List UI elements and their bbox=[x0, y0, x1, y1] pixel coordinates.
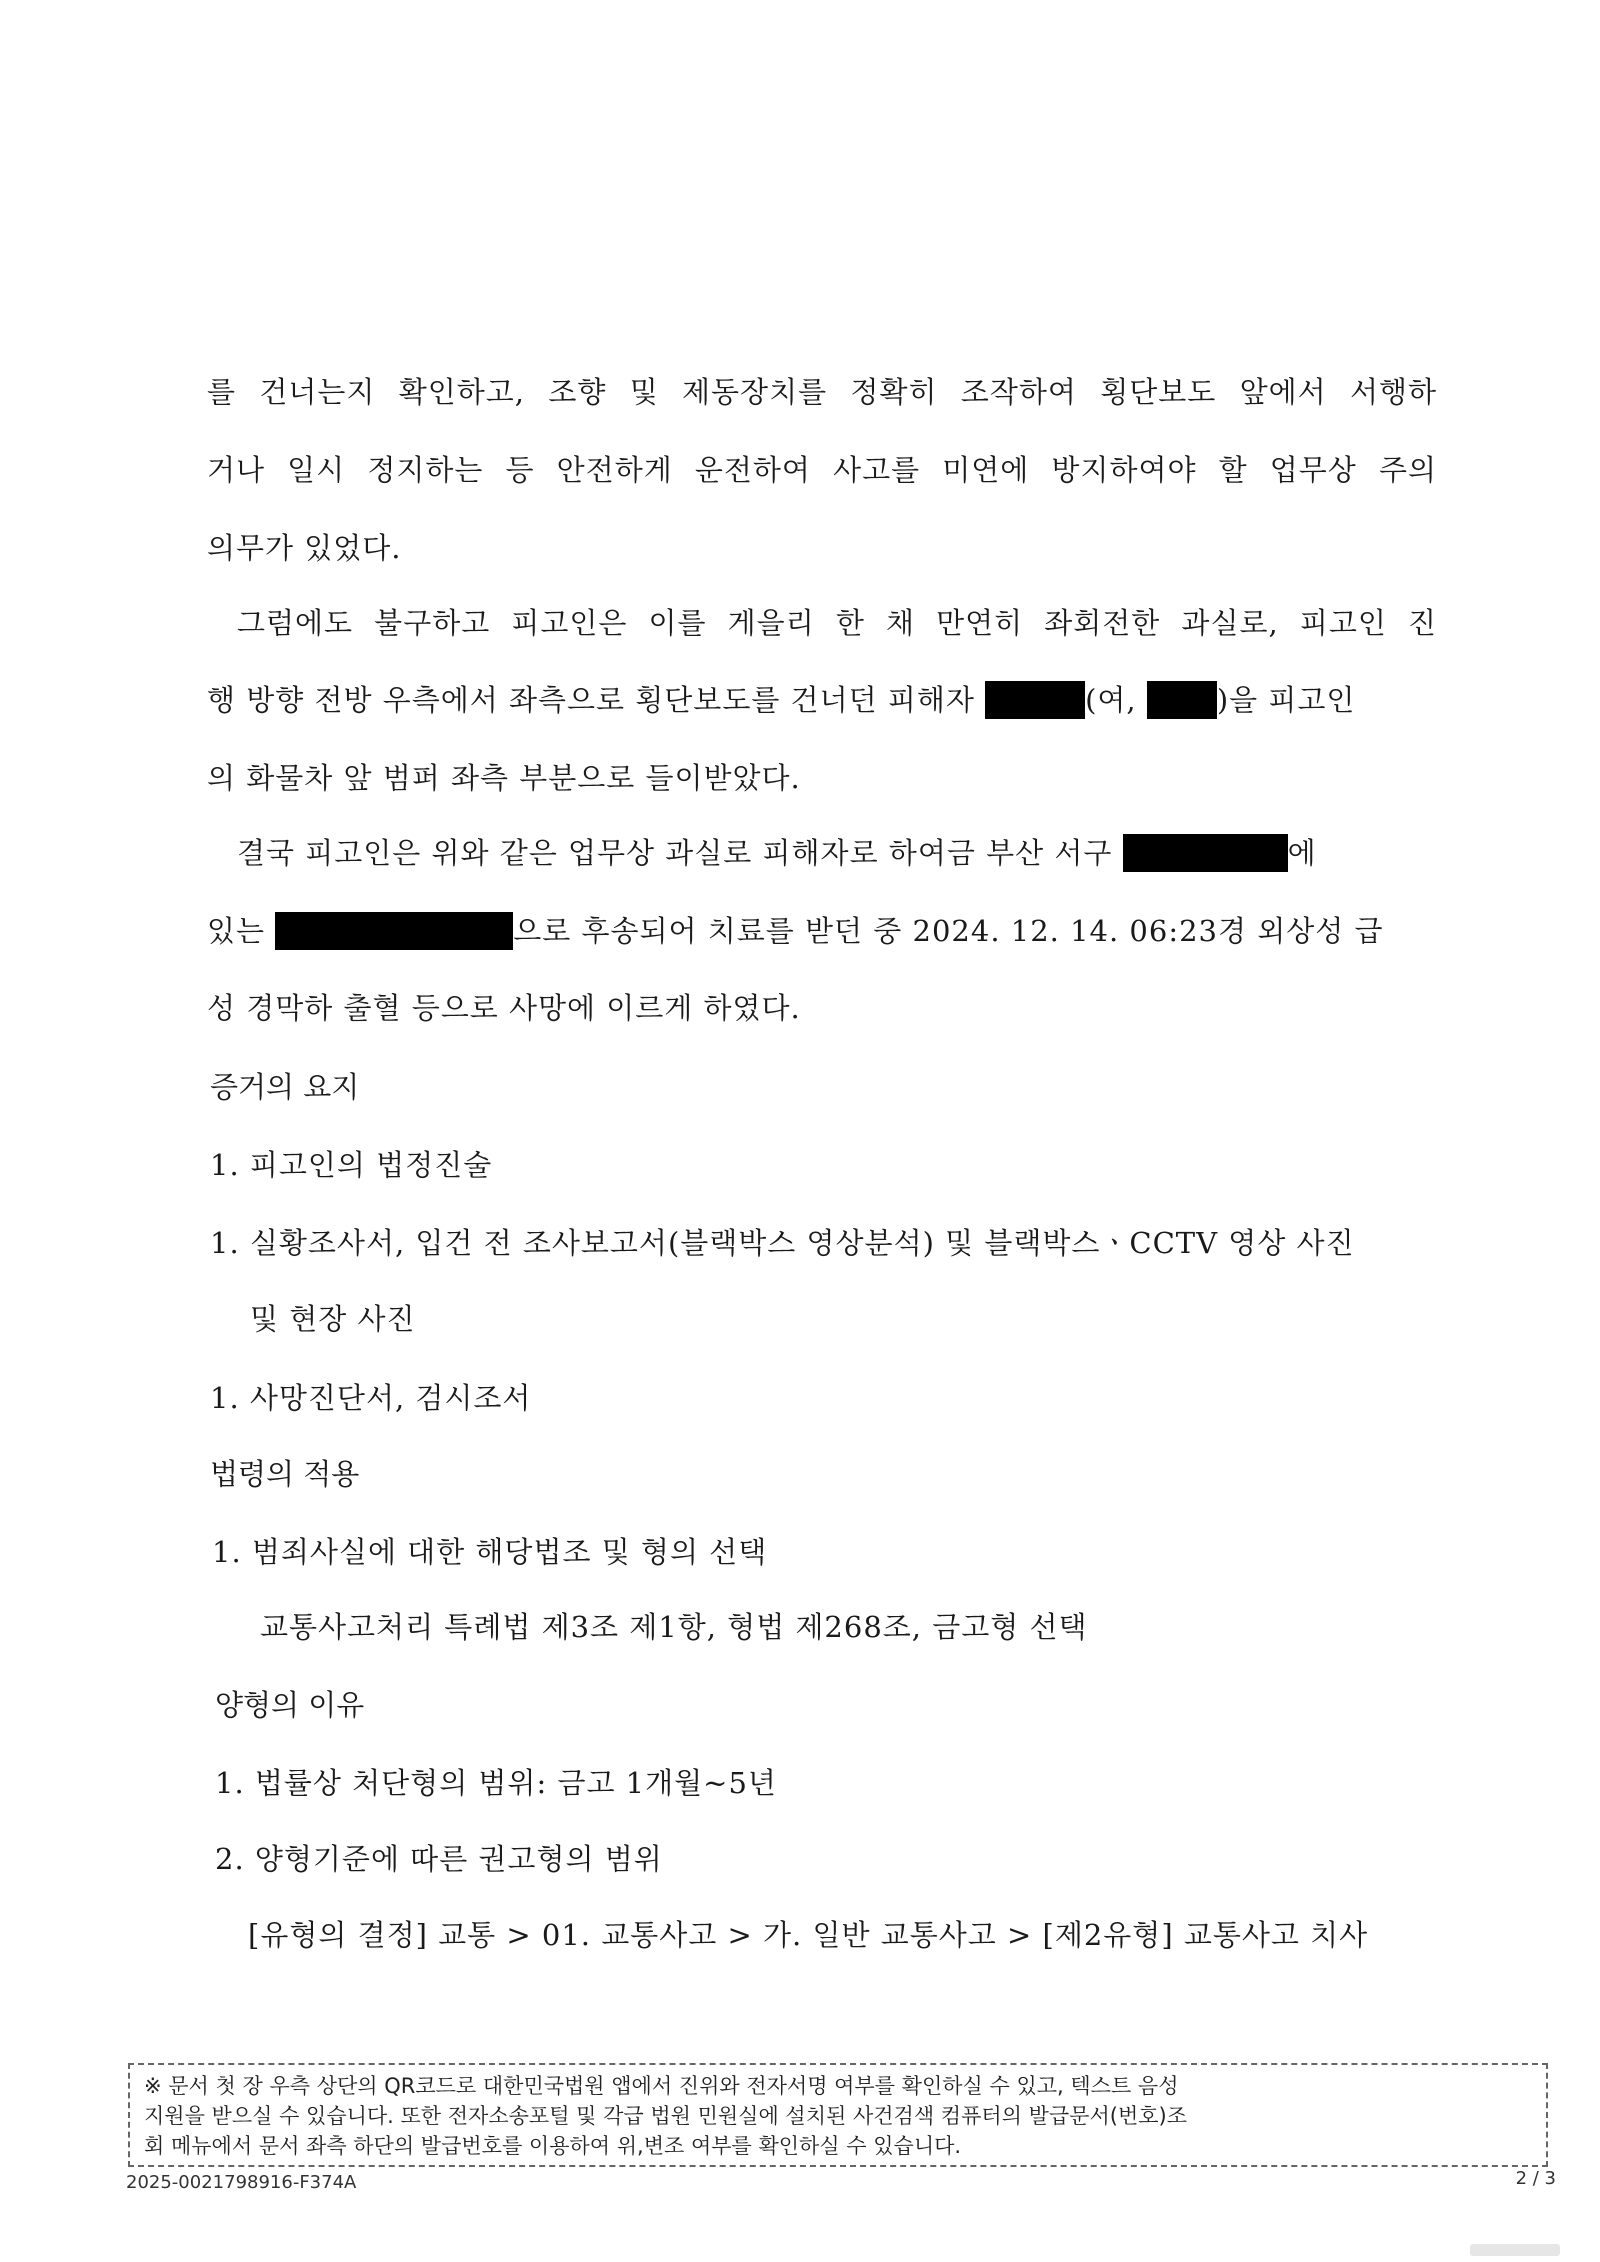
page-number: 2 / 3 bbox=[1515, 2168, 1556, 2189]
body-text: 에 bbox=[1287, 836, 1317, 870]
body-text: (여, bbox=[1085, 683, 1147, 717]
law-item: 1. 범죄사실에 대한 해당법조 및 형의 선택 bbox=[212, 1535, 768, 1569]
redaction-block bbox=[985, 681, 1085, 719]
body-line: 의무가 있었다. bbox=[207, 531, 402, 565]
redaction-block bbox=[275, 912, 513, 950]
body-line: 그럼에도 불구하고 피고인은 이를 게을리 한 채 만연히 좌회전한 과실로, 피고인 진 bbox=[237, 606, 1437, 640]
body-line-with-redaction bbox=[207, 911, 1437, 951]
body-text: 으로 후송되어 치료를 받던 중 2024. 12. 14. 06:23경 외상성 급 bbox=[513, 914, 1384, 948]
evidence-item: 1. 사망진단서, 검시조서 bbox=[210, 1381, 532, 1415]
law-detail: 교통사고처리 특례법 제3조 제1항, 형법 제268조, 금고형 선택 bbox=[260, 1610, 1088, 1644]
redaction-block bbox=[1147, 681, 1217, 719]
section-heading-evidence: 증거의 요지 bbox=[210, 1070, 360, 1104]
evidence-item: 1. 피고인의 법정진술 bbox=[210, 1148, 493, 1182]
body-text: 결국 피고인은 위와 같은 업무상 과실로 피해자로 하여금 부산 서구 bbox=[237, 836, 1123, 870]
sentencing-type-line: [유형의 결정] 교통 > 01. 교통사고 > 가. 일반 교통사고 > [제2유형] 교통사고 치사 bbox=[248, 1918, 1369, 1952]
verification-notice bbox=[128, 2063, 1548, 2167]
body-line: 거나 일시 정지하는 등 안전하게 운전하여 사고를 미연에 방지하여야 할 업무상 주의 bbox=[207, 453, 1437, 487]
notice-line: 회 메뉴에서 문서 좌측 하단의 발급번호를 이용하여 위,변조 여부를 확인하실 수 있습니다. bbox=[144, 2134, 962, 2158]
body-text: 행 방향 전방 우측에서 좌측으로 횡단보도를 건너던 피해자 bbox=[207, 683, 986, 717]
section-heading-law: 법령의 적용 bbox=[210, 1457, 360, 1491]
sentencing-item: 2. 양형기준에 따른 권고형의 범위 bbox=[215, 1842, 663, 1876]
notice-line: 지원을 받으실 수 있습니다. 또한 전자소송포털 및 각급 법원 민원실에 설치된 사건검색 컴퓨터의 발급문서(번호)조 bbox=[144, 2104, 1187, 2128]
section-heading-sentencing: 양형의 이유 bbox=[215, 1688, 365, 1722]
sentencing-item: 1. 법률상 처단형의 범위: 금고 1개월~5년 bbox=[215, 1766, 777, 1800]
redaction-block bbox=[1123, 834, 1288, 872]
issue-number: 2025-0021798916-F374A bbox=[126, 2172, 357, 2193]
body-line-with-redactions bbox=[207, 680, 1437, 720]
body-text: )을 피고인 bbox=[1216, 683, 1356, 717]
evidence-item: 1. 실황조사서, 입건 전 조사보고서(블랙박스 영상분석) 및 블랙박스ㆍCCTV 영상 사진 bbox=[210, 1226, 1355, 1260]
evidence-item-continuation: 및 현장 사진 bbox=[250, 1302, 416, 1336]
body-line: 성 경막하 출혈 등으로 사망에 이르게 하였다. bbox=[207, 991, 801, 1025]
body-line: 의 화물차 앞 범퍼 좌측 부분으로 들이받았다. bbox=[207, 761, 801, 795]
body-text: 있는 bbox=[207, 914, 276, 948]
body-line-with-redaction bbox=[237, 833, 1437, 873]
notice-line: ※ 문서 첫 장 우측 상단의 QR코드로 대한민국법원 앱에서 진위와 전자서명 여부를 확인하실 수 있고, 텍스트 음성 bbox=[144, 2074, 1179, 2098]
faint-stamp-mark bbox=[1470, 2244, 1560, 2256]
body-line: 를 건너는지 확인하고, 조향 및 제동장치를 정확히 조작하여 횡단보도 앞에서 서행하 bbox=[207, 375, 1437, 409]
